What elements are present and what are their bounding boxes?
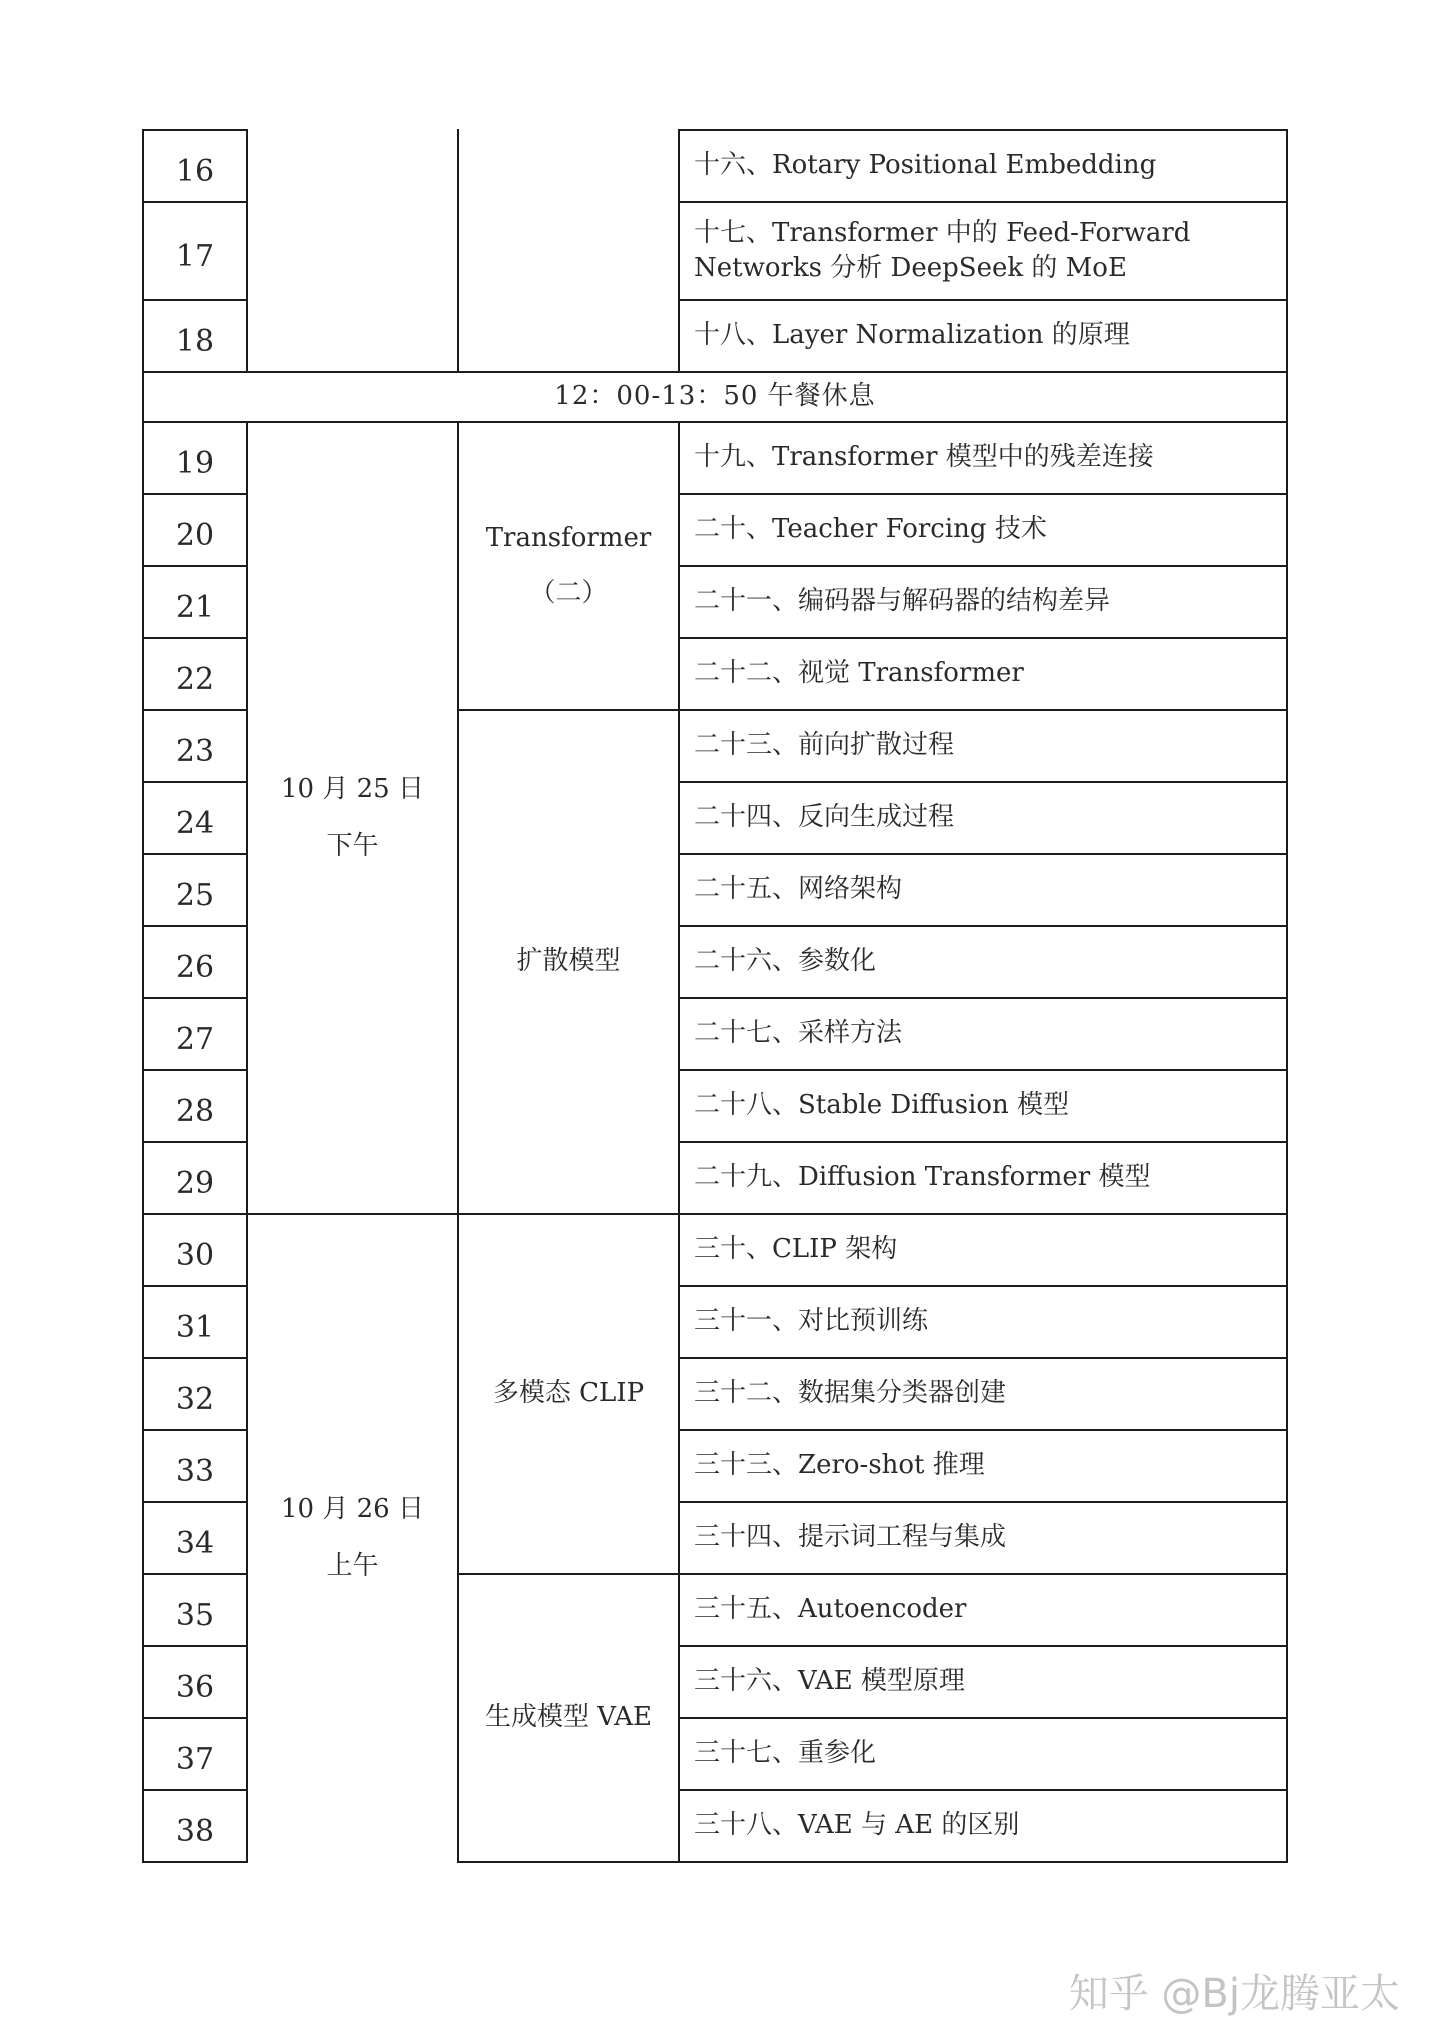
topic-cell: 二十三、前向扩散过程 <box>694 730 955 761</box>
row-number: 31 <box>175 1309 215 1345</box>
topic-cell: 二十八、Stable Diffusion 模型 <box>694 1090 1070 1121</box>
topic-cell: 二十五、网络架构 <box>694 874 903 905</box>
row-number: 37 <box>175 1741 215 1777</box>
hline <box>142 1861 248 1863</box>
vline <box>1286 129 1288 373</box>
topic-cell: 二十六、参数化 <box>694 946 877 977</box>
topic-cell: 二十七、采样方法 <box>694 1018 903 1049</box>
module-cell <box>459 711 678 1213</box>
topic-cell: 二十、Teacher Forcing 技术 <box>694 514 1047 545</box>
row-number: 27 <box>175 1021 215 1057</box>
row-number: 19 <box>175 445 215 481</box>
row-number: 21 <box>175 589 215 625</box>
module-name: 多模态 CLIP <box>492 1378 645 1409</box>
module-cell <box>459 1215 678 1573</box>
module-name: 生成模型 VAE <box>484 1702 653 1733</box>
vline <box>246 129 248 373</box>
date-line: 10 月 25 日 <box>281 773 424 804</box>
topic-cell: 三十七、重参化 <box>694 1738 877 1769</box>
date-cell <box>248 423 457 1213</box>
topic-cell: 十七、Transformer 中的 Feed-Forward Networks 分析 DeepSeek 的 MoE <box>694 217 1191 283</box>
row-number: 20 <box>175 517 215 553</box>
row-number: 17 <box>175 238 215 274</box>
topic-cell: 二十九、Diffusion Transformer 模型 <box>694 1162 1151 1193</box>
vline <box>457 129 459 373</box>
topic-cell: 三十六、VAE 模型原理 <box>694 1666 966 1697</box>
topic-cell: 三十二、数据集分类器创建 <box>694 1378 1007 1409</box>
zhihu-watermark: 知乎 @Bj龙腾亚太 <box>1068 1971 1400 2017</box>
topic-cell: 三十五、Autoencoder <box>694 1594 967 1625</box>
row-number: 22 <box>175 661 215 697</box>
topic-cell: 二十一、编码器与解码器的结构差异 <box>694 586 1111 617</box>
topic-cell: 二十二、视觉 Transformer <box>694 658 1024 689</box>
topic-cell: 三十、CLIP 架构 <box>694 1234 898 1265</box>
topic-cell: 十六、Rotary Positional Embedding <box>694 150 1157 181</box>
module-cell <box>459 423 678 709</box>
row-number: 25 <box>175 877 215 913</box>
module-name: 扩散模型 <box>516 946 621 977</box>
date-session: 上午 <box>326 1551 379 1581</box>
row-number: 29 <box>175 1165 215 1201</box>
hline <box>457 1861 1288 1863</box>
row-number: 30 <box>175 1237 215 1273</box>
row-number: 26 <box>175 949 215 985</box>
row-number: 18 <box>175 323 215 359</box>
row-number: 32 <box>175 1381 215 1417</box>
topic-cell: 二十四、反向生成过程 <box>694 802 955 833</box>
vline <box>1286 421 1288 1863</box>
lunch-break-row: 12：00-13：50 午餐休息 <box>554 381 876 412</box>
topic-cell: 三十四、提示词工程与集成 <box>694 1522 1007 1553</box>
date-cell <box>248 1215 457 1861</box>
date-session: 下午 <box>326 831 379 861</box>
module-cell <box>459 1575 678 1861</box>
module-name: Transformer <box>485 522 652 553</box>
row-number: 33 <box>175 1453 215 1489</box>
row-number: 16 <box>175 153 215 189</box>
row-number: 35 <box>175 1597 215 1633</box>
topic-cell: 三十八、VAE 与 AE 的区别 <box>694 1810 1020 1841</box>
module-subtitle: （二） <box>529 578 608 608</box>
row-number: 36 <box>175 1669 215 1705</box>
row-number: 38 <box>175 1813 215 1849</box>
topic-cell: 十八、Layer Normalization 的原理 <box>694 320 1130 351</box>
row-number: 28 <box>175 1093 215 1129</box>
row-number: 23 <box>175 733 215 769</box>
topic-cell: 三十三、Zero-shot 推理 <box>694 1450 985 1481</box>
row-number: 24 <box>175 805 215 841</box>
topic-cell: 十九、Transformer 模型中的残差连接 <box>694 442 1154 473</box>
topic-cell: 三十一、对比预训练 <box>694 1306 929 1337</box>
vline <box>1286 371 1288 423</box>
date-line: 10 月 26 日 <box>281 1493 424 1524</box>
row-number: 34 <box>175 1525 215 1561</box>
